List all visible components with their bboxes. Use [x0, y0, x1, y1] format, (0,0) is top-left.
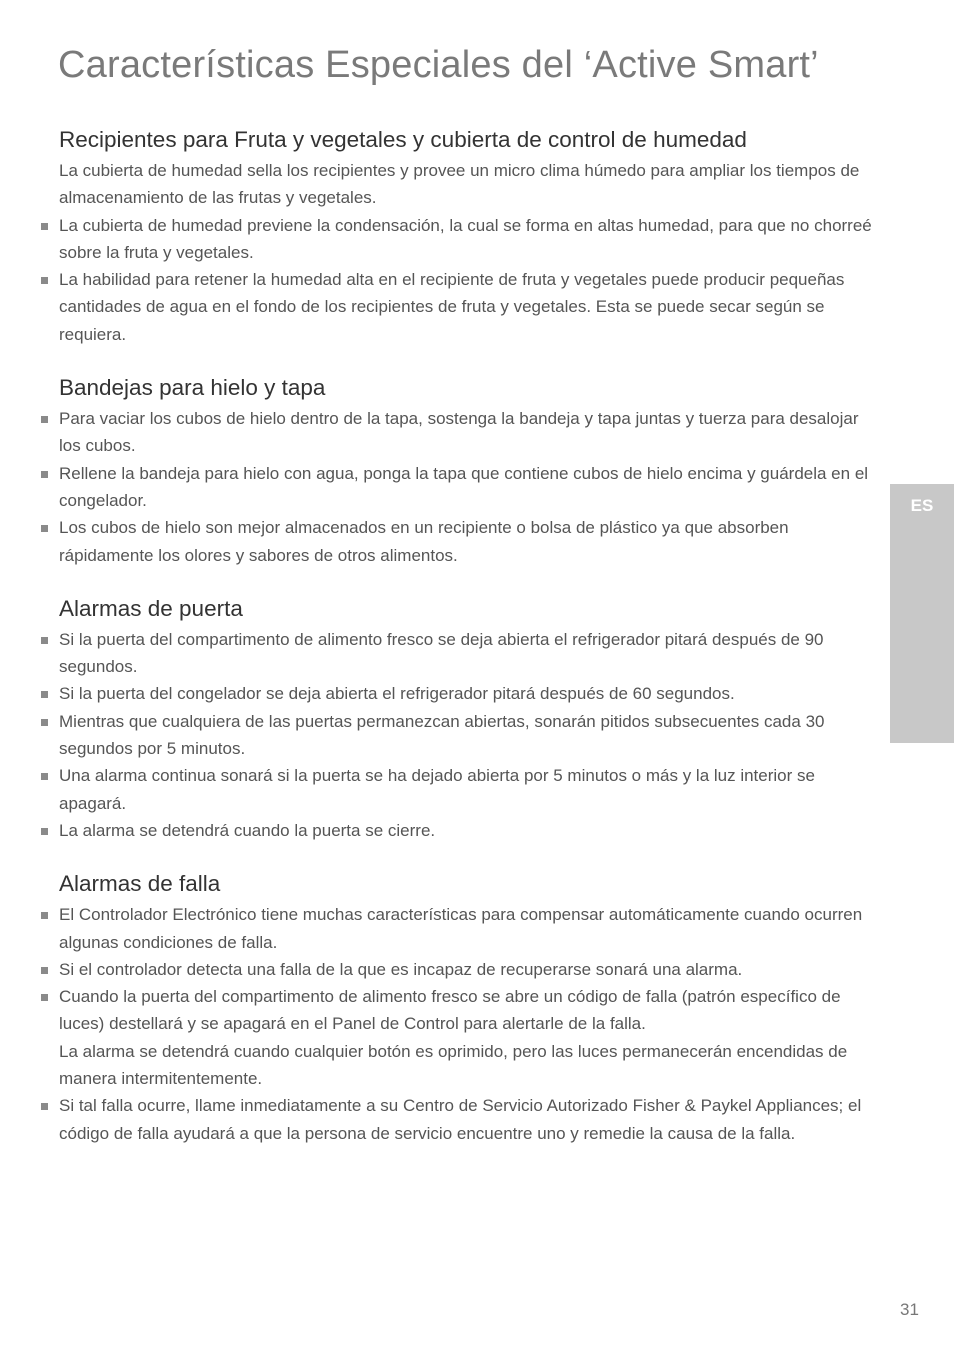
list-item-text: La alarma se detendrá cuando la puerta se cierre. [59, 820, 436, 840]
list-item [40, 405, 880, 460]
list-item-text: La cubierta de humedad previene la condensación, la cual se forma en altas humedad, para que no chorreé sobre la fruta y vegetales. [59, 215, 872, 262]
manual-content [40, 124, 880, 1147]
section-heading: Bandejas para hielo y tapa [59, 375, 326, 401]
list-item [40, 514, 880, 569]
bullet-icon [41, 416, 48, 423]
bullet-list [40, 626, 880, 844]
list-item [40, 983, 880, 1092]
section-fault-alarms [40, 868, 880, 1147]
bullet-icon [41, 1103, 48, 1110]
bullet-icon [41, 719, 48, 726]
list-item [40, 626, 880, 681]
list-item-text: Si la puerta del congelador se deja abierta el refrigerador pitará después de 60 segundos. [59, 684, 735, 704]
bullet-icon [41, 525, 48, 532]
list-item [40, 212, 880, 267]
language-tab [890, 484, 954, 743]
page-title: Características Especiales del ‘Active Smart’ [58, 44, 819, 86]
list-item-text: Si tal falla ocurre, llame inmediatamente a su Centro de Servicio Autorizado Fisher & Paykel Appliances; el código de falla ayudará a que la persona de servicio encuentre uno y remedie la causa de la falla. [59, 1096, 862, 1143]
section-fruit-vegetable-bins [40, 124, 880, 348]
list-item [40, 901, 880, 956]
section-heading: Alarmas de puerta [59, 595, 243, 621]
bullet-list [40, 212, 880, 348]
list-item-text: La habilidad para retener la humedad alta en el recipiente de fruta y vegetales puede producir pequeñas cantidades de agua en el fondo de los recipientes de fruta y vegetales. Esta se puede secar según se requiera. [59, 270, 845, 344]
list-item-text: Para vaciar los cubos de hielo dentro de la tapa, sostenga la bandeja y tapa juntas y tuerza para desalojar los cubos. [59, 409, 859, 456]
bullet-icon [41, 277, 48, 284]
list-item-text: Si el controlador detecta una falla de la que es incapaz de recuperarse sonará una alarma. [59, 959, 743, 979]
section-ice-trays [40, 372, 880, 569]
list-item-text: Rellene la bandeja para hielo con agua, ponga la tapa que contiene cubos de hielo encima y guárdela en el congelador. [59, 463, 869, 510]
page-number: 31 [900, 1300, 919, 1319]
list-item [40, 1092, 880, 1147]
list-item [40, 708, 880, 763]
section-heading: Recipientes para Fruta y vegetales y cubierta de control de humedad [59, 127, 747, 152]
bullet-icon [41, 223, 48, 230]
list-item-text: El Controlador Electrónico tiene muchas características para compensar automáticamente cuando ocurren algunas condiciones de falla. [59, 905, 863, 952]
bullet-icon [41, 828, 48, 835]
bullet-list [40, 405, 880, 569]
list-item [40, 956, 880, 983]
bullet-icon [41, 967, 48, 974]
list-item-continuation: La alarma se detendrá cuando cualquier botón es oprimido, pero las luces permanecerán encendidas de manera intermitentemente. [59, 1041, 848, 1089]
language-tab-label: ES [910, 496, 934, 515]
bullet-icon [41, 912, 48, 919]
bullet-icon [41, 773, 48, 780]
bullet-icon [41, 471, 48, 478]
list-item-text: Cuando la puerta del compartimento de alimento fresco se abre un código de falla (patrón específico de luces) destellará y se apagará en el Panel de Control para alertarle de la falla. [59, 987, 841, 1034]
list-item-text: Una alarma continua sonará si la puerta se ha dejado abierta por 5 minutos o más y la luz interior se apagará. [59, 766, 815, 813]
list-item-text: Mientras que cualquiera de las puertas permanezcan abiertas, sonarán pitidos subsecuentes cada 30 segundos por 5 minutos. [59, 711, 825, 759]
list-item [40, 817, 880, 844]
section-door-alarms [40, 593, 880, 844]
list-item-text: Los cubos de hielo son mejor almacenados en un recipiente o bolsa de plástico ya que absorben rápidamente los olores y sabores de otros alimentos. [59, 518, 789, 565]
list-item [40, 266, 880, 348]
list-item [40, 680, 880, 707]
list-item [40, 460, 880, 515]
bullet-icon [41, 691, 48, 698]
bullet-icon [41, 994, 48, 1001]
section-heading: Alarmas de falla [59, 871, 221, 897]
section-intro: La cubierta de humedad sella los recipientes y provee un micro clima húmedo para ampliar los tiempos de almacenamiento de las frutas y vegetales. [59, 161, 860, 208]
bullet-list [40, 901, 880, 1147]
list-item [40, 762, 880, 817]
list-item-text: Si la puerta del compartimento de alimento fresco se deja abierta el refrigerador pitará después de 90 segundos. [59, 629, 824, 677]
bullet-icon [41, 637, 48, 644]
